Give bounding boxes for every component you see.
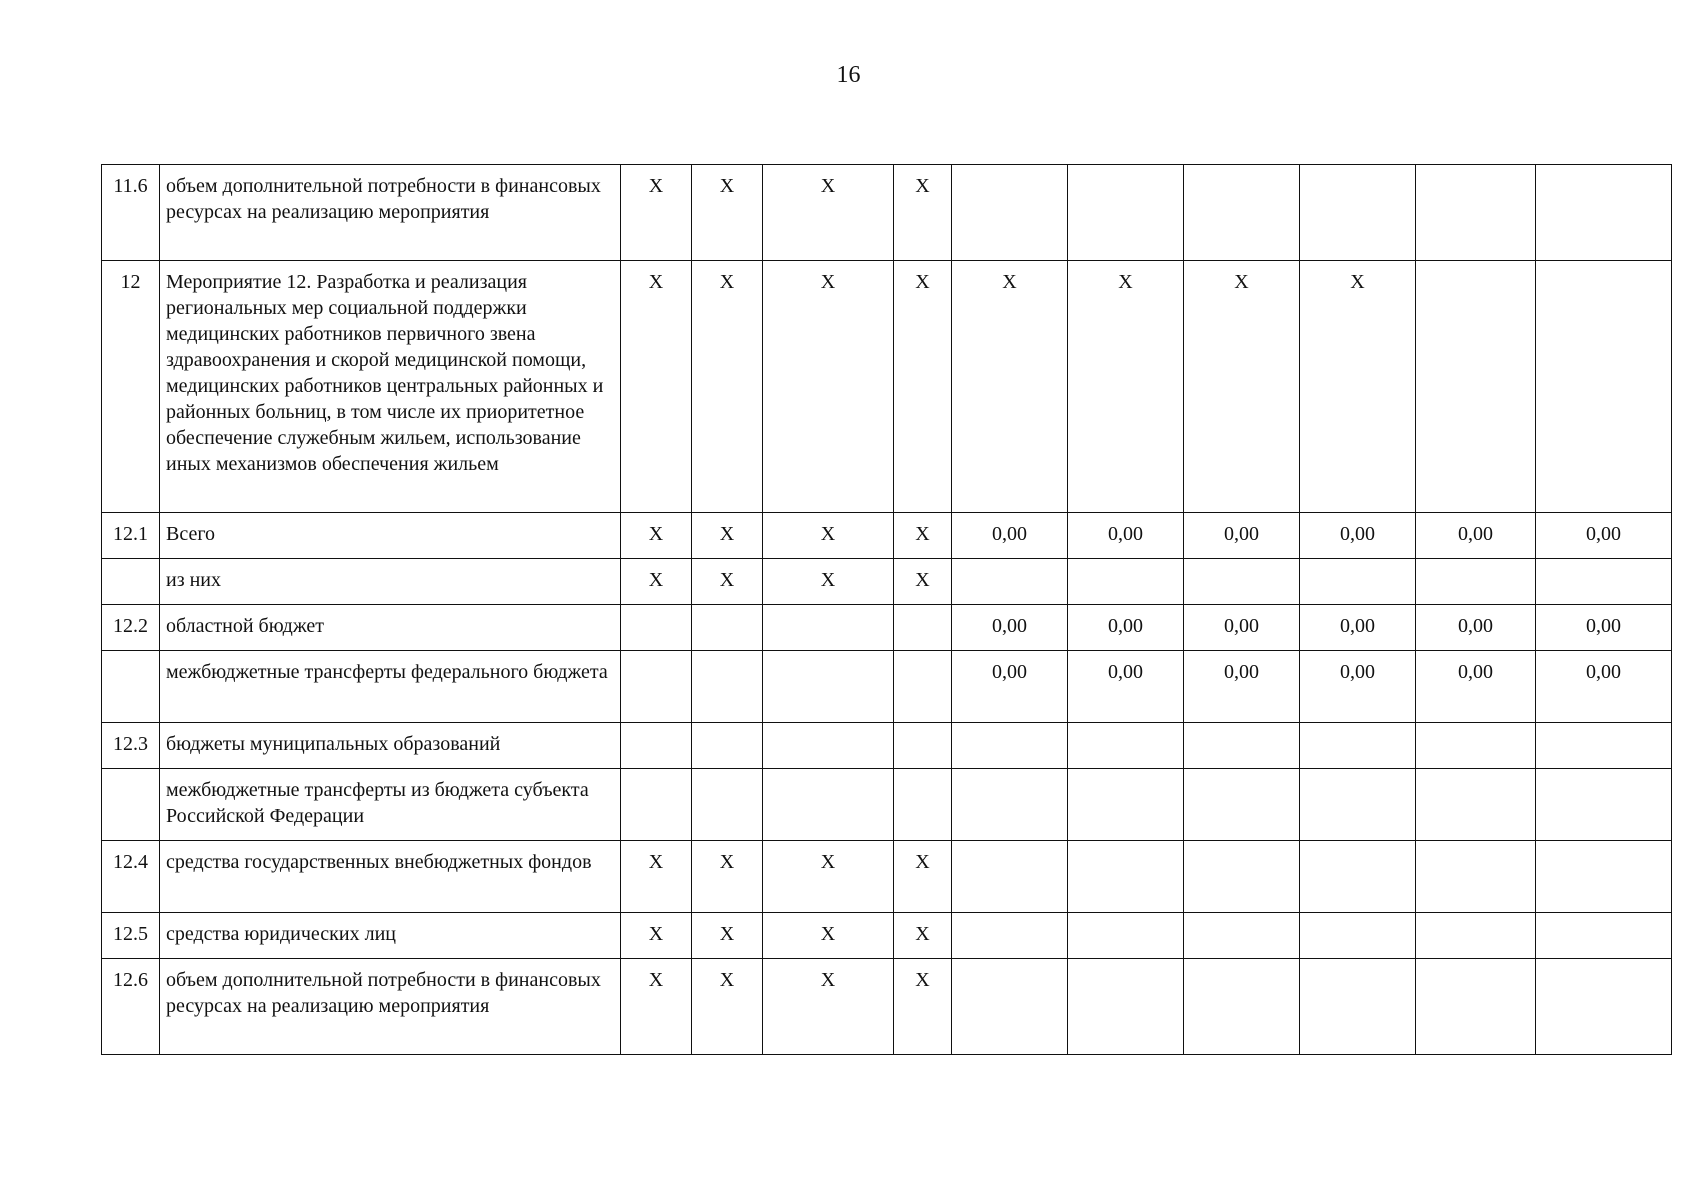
mark-cell (621, 723, 692, 769)
value-cell (1416, 959, 1536, 1055)
row-number: 12.1 (102, 513, 160, 559)
value-cell (1184, 841, 1300, 913)
mark-cell: X (763, 959, 894, 1055)
mark-cell (763, 769, 894, 841)
page-number: 16 (836, 62, 861, 88)
value-cell: 0,00 (1068, 513, 1184, 559)
table-row (102, 261, 1672, 513)
mark-cell: X (692, 261, 763, 513)
table-row (102, 769, 1672, 841)
mark-cell (894, 723, 952, 769)
row-name: объем дополнительной потребности в финансовых ресурсах на реализацию мероприятия (160, 165, 621, 261)
value-cell: 0,00 (952, 651, 1068, 723)
value-cell: 0,00 (952, 513, 1068, 559)
value-cell (1300, 165, 1416, 261)
value-cell: 0,00 (1416, 513, 1536, 559)
mark-cell (621, 651, 692, 723)
row-name: бюджеты муниципальных образований (160, 723, 621, 769)
value-cell: 0,00 (1300, 651, 1416, 723)
value-cell (1536, 769, 1672, 841)
mark-cell: X (894, 913, 952, 959)
table-row (102, 959, 1672, 1055)
row-number: 12.2 (102, 605, 160, 651)
mark-cell: X (894, 165, 952, 261)
table-row (102, 559, 1672, 605)
mark-cell: X (894, 959, 952, 1055)
mark-cell: X (763, 261, 894, 513)
mark-cell (894, 651, 952, 723)
mark-cell: X (763, 913, 894, 959)
value-cell: 0,00 (1068, 651, 1184, 723)
value-cell: 0,00 (1536, 513, 1672, 559)
value-cell (952, 723, 1068, 769)
row-number: 12.6 (102, 959, 160, 1055)
table-row (102, 913, 1672, 959)
value-cell (1536, 261, 1672, 513)
value-cell (1300, 841, 1416, 913)
mark-cell: X (621, 959, 692, 1055)
value-cell (1416, 913, 1536, 959)
value-cell (1184, 913, 1300, 959)
mark-cell: X (692, 513, 763, 559)
value-cell (1300, 959, 1416, 1055)
value-cell (1416, 559, 1536, 605)
mark-cell: X (894, 513, 952, 559)
row-number: 12.4 (102, 841, 160, 913)
mark-cell (692, 769, 763, 841)
value-cell (1068, 841, 1184, 913)
value-cell (1300, 769, 1416, 841)
row-number: 12.3 (102, 723, 160, 769)
row-number: 12.5 (102, 913, 160, 959)
value-cell (1068, 959, 1184, 1055)
row-number (102, 559, 160, 605)
value-cell: 0,00 (952, 605, 1068, 651)
mark-cell: X (763, 841, 894, 913)
value-cell (1068, 165, 1184, 261)
mark-cell: X (894, 559, 952, 605)
mark-cell: X (621, 261, 692, 513)
value-cell: 0,00 (1416, 651, 1536, 723)
value-cell (1416, 261, 1536, 513)
mark-cell: X (763, 513, 894, 559)
mark-cell: X (692, 165, 763, 261)
mark-cell: X (621, 513, 692, 559)
value-cell (952, 559, 1068, 605)
value-cell (1300, 559, 1416, 605)
row-name: объем дополнительной потребности в финансовых ресурсах на реализацию мероприятия (160, 959, 621, 1055)
value-cell (1536, 959, 1672, 1055)
mark-cell: X (621, 165, 692, 261)
value-cell: 0,00 (1300, 605, 1416, 651)
value-cell (1536, 913, 1672, 959)
value-cell (952, 913, 1068, 959)
mark-cell (763, 605, 894, 651)
value-cell: 0,00 (1300, 513, 1416, 559)
mark-cell (692, 723, 763, 769)
row-name: из них (160, 559, 621, 605)
table-row (102, 513, 1672, 559)
value-cell (1300, 913, 1416, 959)
table-row (102, 651, 1672, 723)
value-cell (952, 959, 1068, 1055)
mark-cell: X (692, 841, 763, 913)
row-name: межбюджетные трансферты федерального бюджета (160, 651, 621, 723)
value-cell (952, 769, 1068, 841)
value-cell (1300, 723, 1416, 769)
value-cell (1184, 959, 1300, 1055)
value-cell: 0,00 (1416, 605, 1536, 651)
value-cell: X (1184, 261, 1300, 513)
value-cell: X (1300, 261, 1416, 513)
table-row (102, 165, 1672, 261)
row-name: Мероприятие 12. Разработка и реализация региональных мер социальной поддержки медицинских работников первичного звена здравоохранения и скорой медицинской помощи, медицинских работников центральных районных и районных больниц, в том числе их приоритетное обеспечение служебным жильем, использование иных механизмов обеспечения жильем (160, 261, 621, 513)
mark-cell (763, 651, 894, 723)
value-cell: 0,00 (1536, 605, 1672, 651)
value-cell (1068, 723, 1184, 769)
mark-cell: X (763, 165, 894, 261)
row-name: межбюджетные трансферты из бюджета субъекта Российской Федерации (160, 769, 621, 841)
mark-cell: X (763, 559, 894, 605)
table-row (102, 841, 1672, 913)
mark-cell (692, 651, 763, 723)
value-cell (1184, 559, 1300, 605)
value-cell (1536, 841, 1672, 913)
value-cell (1184, 723, 1300, 769)
mark-cell: X (621, 559, 692, 605)
mark-cell: X (692, 559, 763, 605)
row-number (102, 651, 160, 723)
mark-cell: X (894, 841, 952, 913)
value-cell (952, 165, 1068, 261)
value-cell: 0,00 (1184, 651, 1300, 723)
value-cell (1536, 165, 1672, 261)
value-cell: 0,00 (1068, 605, 1184, 651)
value-cell (1416, 769, 1536, 841)
table-row (102, 605, 1672, 651)
row-name: средства государственных внебюджетных фондов (160, 841, 621, 913)
value-cell: X (952, 261, 1068, 513)
value-cell (1184, 165, 1300, 261)
row-number: 11.6 (102, 165, 160, 261)
mark-cell (894, 605, 952, 651)
value-cell: 0,00 (1536, 651, 1672, 723)
funding-table (101, 164, 1672, 1055)
row-number (102, 769, 160, 841)
row-number: 12 (102, 261, 160, 513)
row-name: Всего (160, 513, 621, 559)
value-cell (1416, 165, 1536, 261)
value-cell (952, 841, 1068, 913)
value-cell (1416, 841, 1536, 913)
value-cell (1068, 913, 1184, 959)
value-cell (1536, 723, 1672, 769)
row-name: областной бюджет (160, 605, 621, 651)
value-cell: 0,00 (1184, 513, 1300, 559)
mark-cell (692, 605, 763, 651)
value-cell (1184, 769, 1300, 841)
mark-cell (894, 769, 952, 841)
mark-cell (621, 605, 692, 651)
value-cell (1536, 559, 1672, 605)
table-body (102, 165, 1672, 1055)
table-row (102, 723, 1672, 769)
mark-cell: X (692, 913, 763, 959)
mark-cell (763, 723, 894, 769)
row-name: средства юридических лиц (160, 913, 621, 959)
mark-cell: X (894, 261, 952, 513)
value-cell (1068, 559, 1184, 605)
mark-cell: X (621, 913, 692, 959)
mark-cell: X (692, 959, 763, 1055)
value-cell (1416, 723, 1536, 769)
mark-cell (621, 769, 692, 841)
value-cell (1068, 769, 1184, 841)
value-cell: 0,00 (1184, 605, 1300, 651)
mark-cell: X (621, 841, 692, 913)
value-cell: X (1068, 261, 1184, 513)
